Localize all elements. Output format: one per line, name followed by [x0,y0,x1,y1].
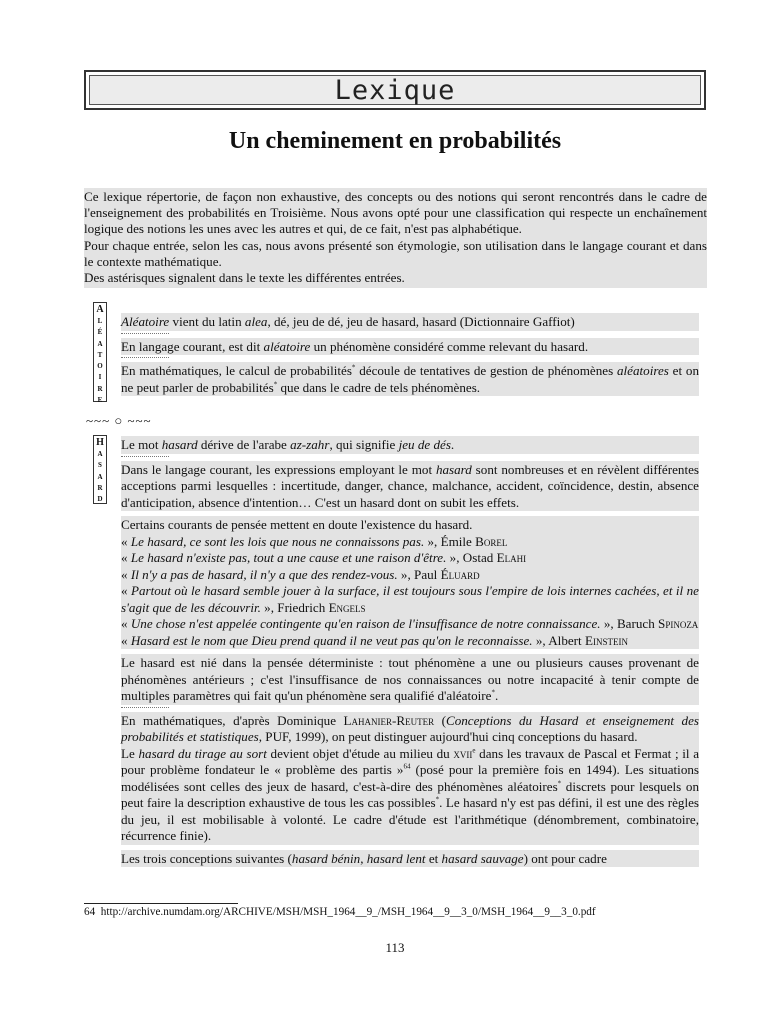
footnote-ref[interactable]: 64 [403,762,411,771]
main-title: Un cheminement en probabilités [228,128,562,154]
text-span: , [360,850,367,866]
quote-mark: « [121,583,131,598]
text-span: En langage courant, est dit [121,338,264,354]
latin-word: alea [244,314,268,329]
label-letter: D [97,495,103,504]
quote-mark: », [424,533,441,549]
asterisk: * [351,363,356,372]
hasard-usage [121,461,699,512]
century: xvii [453,745,473,761]
text-span: . [450,437,455,452]
term-word: hasard [435,461,472,477]
label-letter: L [97,317,103,325]
quote-line [121,583,699,616]
text-span: sont nombreuses et en révèlent différentes acceptions parmi lesquelles : incertitude, danger, chance, malchance, accident, coïncidence, destin, absence d'anticipation, absence d'intention… C'est un hasard dont on subit les effets. [121,461,699,510]
math-paragraph [121,713,699,746]
text-span: et on ne peut parler de probabilités [121,363,699,395]
entry-hasard [121,436,699,867]
text-span: que dans le cadre de tels phénomènes. [277,379,481,395]
page-header-title: Lexique [334,74,456,106]
author-first: Ostad [462,550,497,565]
quote-line [121,550,699,567]
text-span: ) ont pour cadre [523,850,607,866]
author-last: Einstein [584,632,628,648]
quotes-intro: Certains courants de pensée mettent en doute l'existence du hasard. [121,517,473,532]
asterisk: * [491,688,495,697]
term-word: hasard du tirage au sort [138,745,267,761]
quote-mark: », [446,550,463,565]
text-span: . [494,688,499,703]
dotted-separator [121,456,169,457]
quote-mark: « [121,616,131,631]
quote-mark: « [121,550,131,565]
text-span: ( [434,712,446,728]
book-title: Conceptions du Hasard et enseignement des probabilités et statistiques [121,712,699,744]
label-letter: R [97,384,103,393]
quote-mark: », [260,599,278,615]
quote-text: Le hasard n'existe pas, tout a une cause et une raison d'être. [130,550,447,565]
page-number: 113 [385,940,405,955]
text-span: Les trois conceptions suivantes ( [121,850,292,866]
author-last: Elahi [496,550,527,565]
label-letter: A [97,339,103,348]
author-first: Émile [440,533,476,549]
tirage-paragraph [121,746,699,845]
label-letter: R [97,483,103,492]
footnote-rule [84,903,238,904]
dotted-separator [121,357,169,358]
term-word: aléatoires [616,363,669,378]
text-span: Le [121,745,139,761]
quote-text: Il n'y a pas de hasard, il n'y a que des rendez-vous. [130,566,398,582]
quote-mark: », [397,566,415,582]
text-span: , PUF, 1999), on peut distinguer aujourd'hui cinq conceptions du hasard. [258,729,638,744]
text-span: dérive de l'arabe [197,437,291,452]
quote-mark: », [600,616,617,631]
term-word: hasard lent [366,850,426,866]
text-span: et [425,850,442,866]
author-first: Paul [414,566,441,582]
entry-label-hasard [93,435,107,504]
quote-line [121,534,699,551]
text-span: En mathématiques, d'après Dominique [121,712,344,728]
text-span: , dé, jeu de dé, jeu de hasard, hasard (Dictionnaire Gaffiot) [267,314,575,329]
quote-line [121,633,699,650]
label-letter: I [98,373,102,382]
section-separator: ~~~ ○ ~~~ [86,413,152,428]
quote-text: Partout où le hasard semble jouer à la surface, il est toujours sous l'empire de lois internes cachées, et il ne s'agit que de les découvrir. [121,583,699,615]
footnote-number: 64 [84,906,96,918]
label-letter: A [97,472,103,481]
text-span: . Le hasard n'y est pas défini, il est une des règles du jeu, il est mobilisable à volonté. Le cadre d'étude est l'arithmétique (dénombrement, combinatoire, récurrence finie). [121,795,699,843]
footnote [84,906,596,918]
header-box [84,70,706,110]
author-first: Friedrich [277,599,329,615]
label-letter: T [97,350,103,359]
label-letter: É [97,328,103,337]
text-span: dans les travaux de Pascal et Fermat ; il a pour problème fondateur le « problème des partis » [121,745,700,777]
label-letter: O [97,362,103,371]
aleatoire-usage [121,338,699,356]
footnote-url[interactable]: http://archive.numdam.org/ARCHIVE/MSH/MSH_1964__9_/MSH_1964__9__3_0/MSH_1964__9__3_0.pdf [100,906,596,918]
text-span: (posé pour la première fois en 1494). Les situations modélisées sont celles des jeux de hasard, c'est-à-dire des phénomènes aléatoires [121,762,700,794]
author-first: Baruch [616,616,659,631]
quote-mark: « [121,533,131,549]
quote-mark: », [532,632,549,648]
term-word: aléatoire [263,338,311,354]
quote-mark: « [121,566,131,582]
arabic-word: az-zahr [290,437,330,452]
term-word: Aléatoire [121,314,170,329]
label-letter: A [96,304,104,315]
intro-block [84,188,707,288]
author-last: Borel [475,533,508,549]
quote-line [121,616,699,633]
intro-paragraph-1: Ce lexique répertorie, de façon non exhaustive, des concepts ou des notions qui seront rencontrés dans le cadre de l'enseignement des probabilités en Troisième. Nous avons opté pour une classification qui respecte un enchaînement logique des notions les unes avec les autres et qui, de ce fait, n'est pas alphabétique. [84,189,707,237]
entry-aleatoire [121,313,699,396]
text-span: devient objet d'étude au milieu du [266,745,454,761]
quote-line [121,567,699,584]
asterisk: * [557,779,562,788]
entry-label-aleatoire [93,302,107,405]
hasard-math [121,712,699,845]
aleatoire-math [121,362,699,396]
hasard-quotes [121,516,699,649]
author-first: Albert [548,632,585,648]
hasard-determinism [121,654,699,705]
text-span: un phénomène considéré comme relevant du hasard. [310,338,589,354]
term-word: hasard sauvage [441,850,524,866]
hasard-three-conceptions [121,850,699,868]
label-letter: S [98,461,102,470]
text-span: vient du latin [169,314,245,329]
term-word: hasard [161,437,198,452]
aleatoire-etymology [121,313,699,331]
quote-mark: « [121,632,131,648]
text-span: Dans le langage courant, les expressions employant le mot [121,461,436,477]
author-name: Lahanier-Reuter [343,712,435,728]
text-span: discrets pour lesquels on peut faire la description exhaustive de tous les cas possibles [121,778,699,810]
author-last: Engels [328,599,366,615]
author-last: Éluard [440,566,480,582]
hasard-etymology [121,436,699,454]
label-letter: A [97,450,103,458]
intro-paragraph-3: Des astérisques signalent dans le texte les différentes entrées. [84,270,405,286]
dotted-separator [121,707,169,708]
label-letter: H [96,437,104,448]
asterisk: * [273,380,278,389]
asterisk: * [435,795,440,804]
text-span: découle de tentatives de gestion de phénomènes [355,363,617,378]
text-span: Le hasard est nié dans la pensée déterministe : tout phénomène a une ou plusieurs causes provenant de phénomènes antérieurs ; c'est l'insuffisance de nos connaissances ou notre incapacité à tenir compte de multiples paramètres qui fait qu'un phénomène sera qualifié d'aléatoire [121,655,699,703]
dotted-separator [121,333,169,334]
quote-text: Le hasard, ce sont les lois que nous ne connaissons pas. [130,533,425,549]
century-sup: e [472,746,476,755]
meaning-text: jeu de dés [398,437,451,452]
quote-text: Une chose n'est appelée contingente qu'en raison de l'insuffisance de notre connaissance. [130,616,601,631]
intro-paragraph-2: Pour chaque entrée, selon les cas, nous avons présenté son étymologie, son utilisation dans le langage courant et dans le contexte mathématique. [84,237,707,269]
term-word: hasard bénin [291,850,361,866]
text-span: , qui signifie [329,437,399,452]
author-last: Spinoza [658,616,699,631]
label-letter: E [97,396,103,405]
text-span: Le mot [121,437,162,452]
text-span: En mathématiques, le calcul de probabilités [121,363,352,378]
header-inner [89,75,701,105]
quote-text: Hasard est le nom que Dieu prend quand il ne veut pas qu'on le reconnaisse. [130,632,533,648]
